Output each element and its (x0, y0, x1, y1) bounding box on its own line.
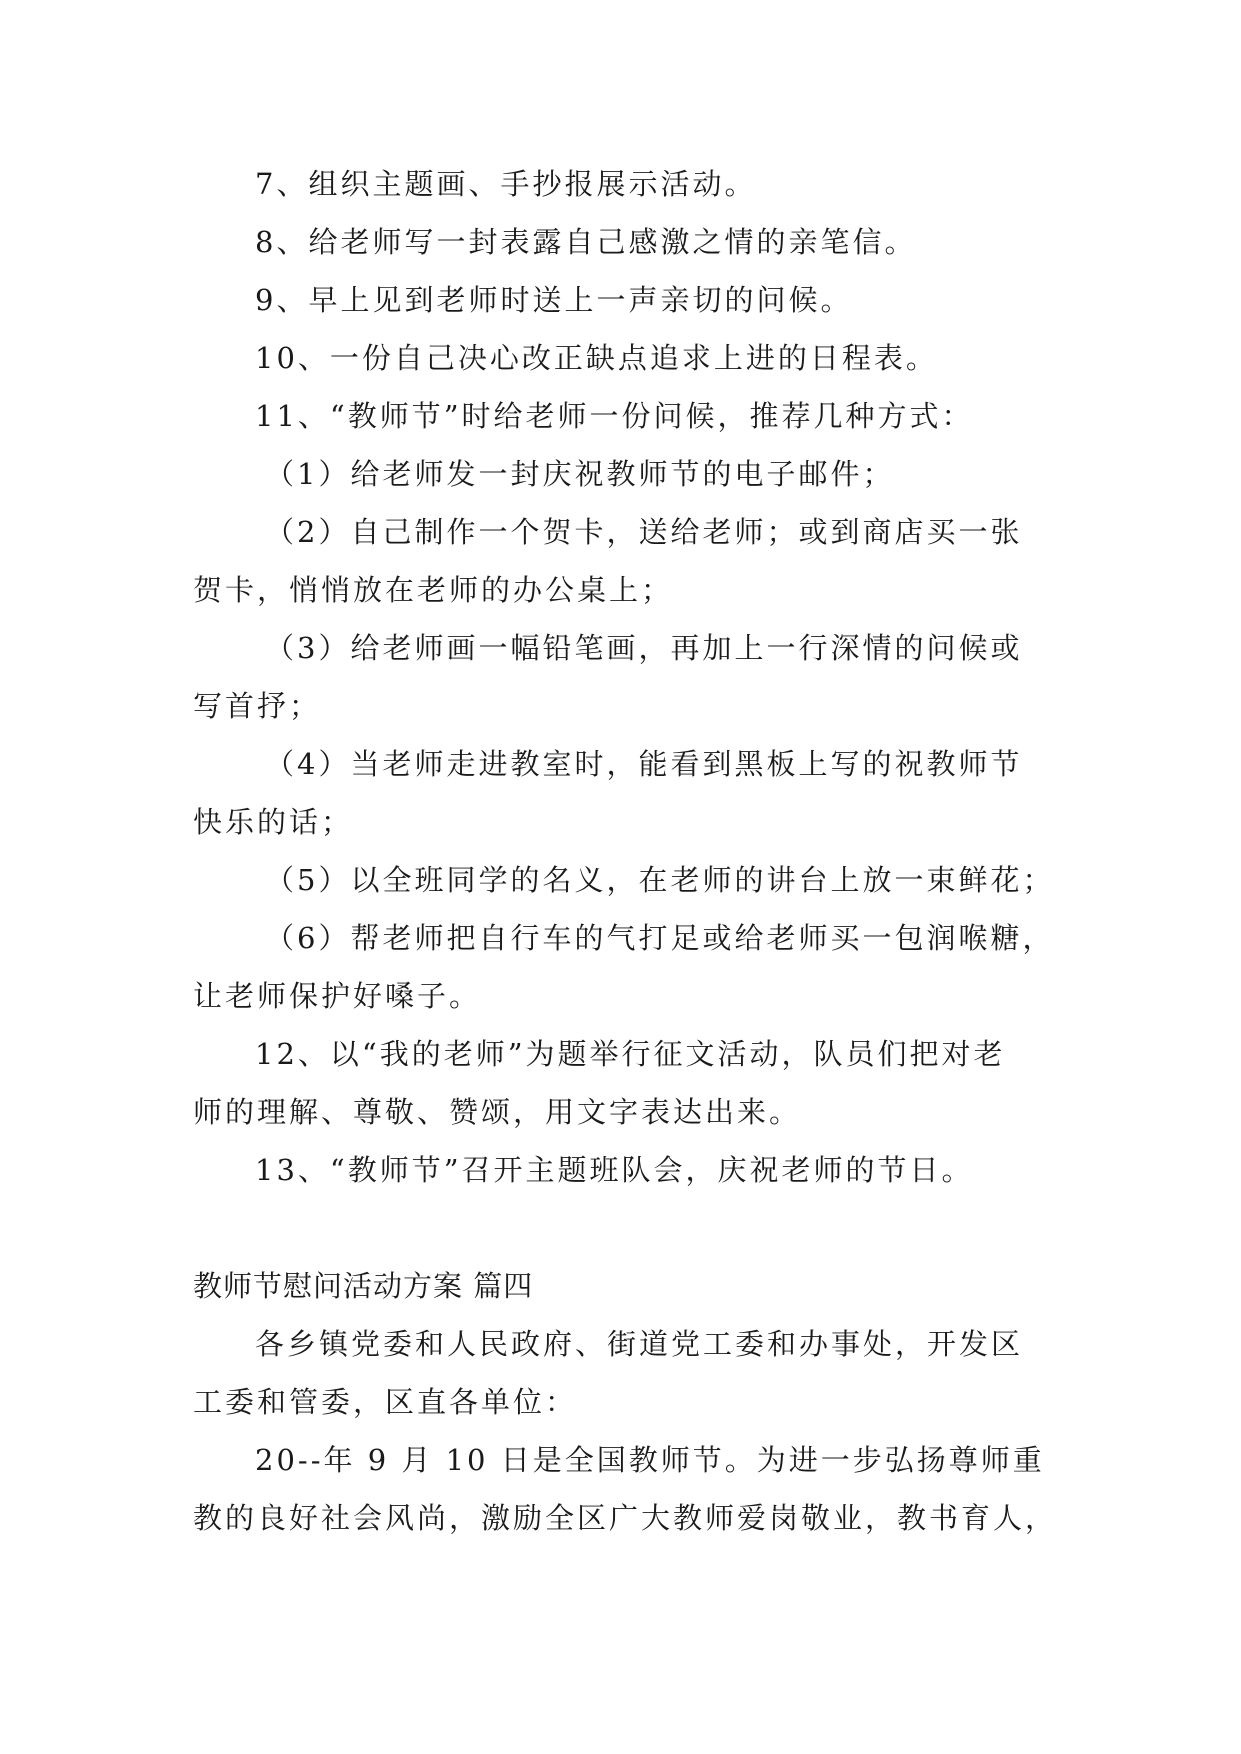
section-paragraph-1-continued: 工委和管委，区直各单位： (193, 1385, 578, 1419)
sub-item-3-continued: 写首抒； (193, 689, 322, 723)
sub-item-2: （2）自己制作一个贺卡，送给老师；或到商店买一张 (265, 515, 1023, 549)
section-paragraph-2: 20--年 9 月 10 日是全国教师节。为进一步弘扬尊师重 (255, 1443, 1045, 1477)
sub-item-4: （4）当老师走进教室时，能看到黑板上写的祝教师节 (265, 747, 1023, 781)
sub-item-6-continued: 让老师保护好嗓子。 (193, 979, 482, 1013)
section-paragraph-1: 各乡镇党委和人民政府、街道党工委和办事处，开发区 (255, 1327, 1024, 1361)
paragraph-item-12-continued: 师的理解、尊敬、赞颂，用文字表达出来。 (193, 1095, 802, 1129)
paragraph-item-13: 13、“教师节”召开主题班队会，庆祝老师的节日。 (255, 1153, 974, 1187)
section-heading: 教师节慰问活动方案 篇四 (193, 1269, 534, 1303)
section-paragraph-2-continued: 教的良好社会风尚，激励全区广大教师爱岗敬业，教书育人， (193, 1501, 1058, 1535)
paragraph-item-12: 12、以“我的老师”为题举行征文活动，队员们把对老 (255, 1037, 1006, 1071)
paragraph-item-10: 10、一份自己决心改正缺点追求上进的日程表。 (255, 341, 938, 375)
sub-item-5: （5）以全班同学的名义，在老师的讲台上放一束鲜花； (265, 863, 1055, 897)
section-spacer (193, 1199, 1073, 1257)
sub-item-4-continued: 快乐的话； (193, 805, 354, 839)
paragraph-item-8: 8、给老师写一封表露自己感激之情的亲笔信。 (255, 225, 917, 259)
sub-item-2-continued: 贺卡，悄悄放在老师的办公桌上； (193, 573, 674, 607)
paragraph-item-9: 9、早上见到老师时送上一声亲切的问候。 (255, 283, 853, 317)
sub-item-3: （3）给老师画一幅铅笔画，再加上一行深情的问候或 (265, 631, 1023, 665)
paragraph-item-11: 11、“教师节”时给老师一份问候，推荐几种方式： (255, 399, 974, 433)
paragraph-item-7: 7、组织主题画、手抄报展示活动。 (255, 167, 757, 201)
sub-item-1: （1）给老师发一封庆祝教师节的电子邮件； (265, 457, 895, 491)
sub-item-6: （6）帮老师把自行车的气打足或给老师买一包润喉糖， (265, 921, 1055, 955)
document-body (193, 155, 1073, 1547)
